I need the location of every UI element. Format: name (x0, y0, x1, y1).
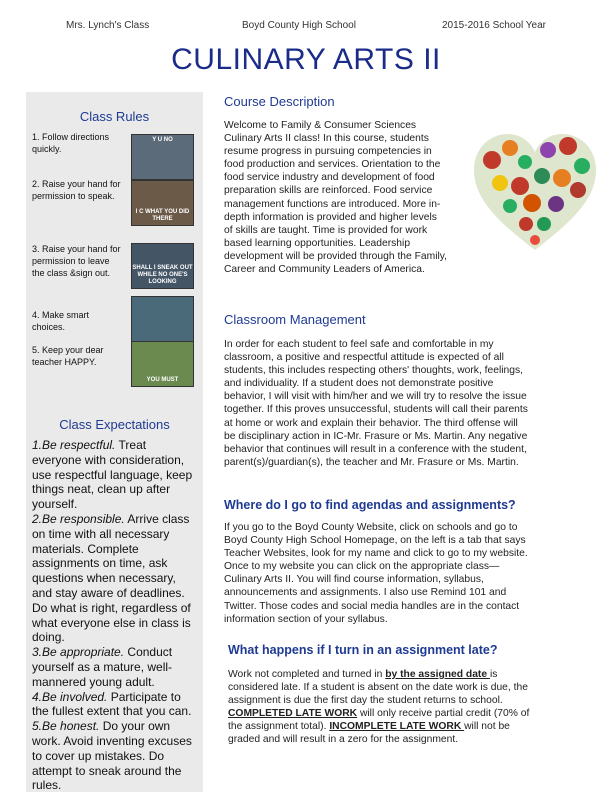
meme-caption: I C WHAT YOU DID THERE (135, 209, 190, 222)
rule-5: 5. Keep your dear teacher HAPPY. (32, 345, 104, 367)
class-rules-heading: Class Rules (79, 109, 150, 124)
meme-caption: SHALL I SNEAK OUT WHILE NO ONE'S LOOKING (132, 265, 193, 285)
classroom-management-text: In order for each student to feel safe and comfortable in my classroom, a positive and respectful attitude is expected of all students, this includes respecting others' thoughts, work, feelings, and individuality. If a student does not demonstrate positive behavior, I will visit with him/her and we will try to resolve the issue together. If this proves unsuccessful, students will call their parents at home or work and explain their behavior. The third offense will be disciplinary action in IC-Mr. Frasure or Ms. Martin. Any negative behavior that continues will result in a conference with the student, parent(s)/guardian(s), the teacher and Mr. Frasure or Ms. Martin. (224, 339, 528, 468)
meme-image-4 (131, 296, 194, 342)
header-school-year: 2015-2016 School Year (442, 20, 546, 31)
meme-caption: YOU MUST (146, 377, 179, 383)
meme-image-5 (131, 341, 194, 387)
vegetable-heart-image (470, 128, 600, 258)
agendas-text: If you go to the Boyd County Website, click on schools and go to Boyd County High School Homepage, on the left is a tab that says Teacher Websites, look for my name and click to go to my website. Once to my website you can click on the appropriate class— Culinary Arts II. You will find course information, syllabus, announcements and assignments. I also use Remind 101 and Twitter. Those codes and social media handles are in the contact information section of your syllabus. (224, 522, 528, 625)
agendas-heading: Where do I go to find agendas and assignments? (224, 498, 516, 512)
meme-caption: Y U NO (152, 137, 173, 143)
course-description-text: Welcome to Family & Consumer Sciences Culinary Arts II class! In this course, students resume progress in pursuing competencies in food production and services. Orientation to the food service industry and development of food preparation skills are reinforced. Food service management functions are introduced. More in- depth information is provided and higher levels of skills are taught. Time is provided for work based learning opportunities. Leadership development will be provided through the Family, Career and Community Leaders of America. (224, 120, 448, 276)
meme-image-1 (131, 134, 194, 180)
expectations-list (32, 438, 198, 792)
header-school-name: Boyd County High School (242, 20, 356, 31)
late-work-heading: What happens if I turn in an assignment late? (228, 643, 498, 657)
late-work-text: Work not completed and turned in by the assigned date is considered late. If a student is absent on the date work is due, the assignment is due the first day the student returns to school. COMPLETED LATE WORK will only receive partial credit (70% of the assignment total). INCOMPLETE LATE WORK will not be graded and will result in a zero for the assignment. (228, 669, 530, 746)
header-class-name: Mrs. Lynch's Class (66, 20, 150, 31)
expectation-3: 3.Be appropriate. Conduct yourself as a mature, well-mannered young adult. (32, 645, 173, 689)
rule-4: 4. Make smart choices. (32, 310, 90, 332)
rule-1: 1. Follow directions quickly. (32, 132, 110, 154)
expectation-5: 5.Be honest. Do your own work. Avoid inventing excuses to cover up mistakes. Do attempt to sneak around the rules. (32, 719, 192, 792)
page-title: CULINARY ARTS II (171, 43, 441, 76)
classroom-management-heading: Classroom Management (224, 312, 366, 327)
expectation-4: 4.Be involved. Participate to the fullest extent that you can. (32, 689, 192, 719)
class-expectations-heading: Class Expectations (59, 417, 170, 432)
rule-3: 3. Raise your hand for permission to leave the class &sign out. (32, 244, 121, 278)
meme-image-2 (131, 180, 194, 226)
expectation-1: 1.Be respectful. Treat everyone with consideration, use respectful language, keep things neat, clean up after yourself. (32, 438, 193, 512)
meme-image-3 (131, 243, 194, 289)
course-description-heading: Course Description (224, 94, 335, 109)
expectation-2: 2.Be responsible. Arrive class on time with all necessary materials. Complete assignments on time, ask questions when necessary, and stay aware of deadlines. Do what is right, regardless of what everyone else in class is doing. (32, 511, 191, 645)
rule-2: 2. Raise your hand for permission to speak. (32, 179, 121, 201)
